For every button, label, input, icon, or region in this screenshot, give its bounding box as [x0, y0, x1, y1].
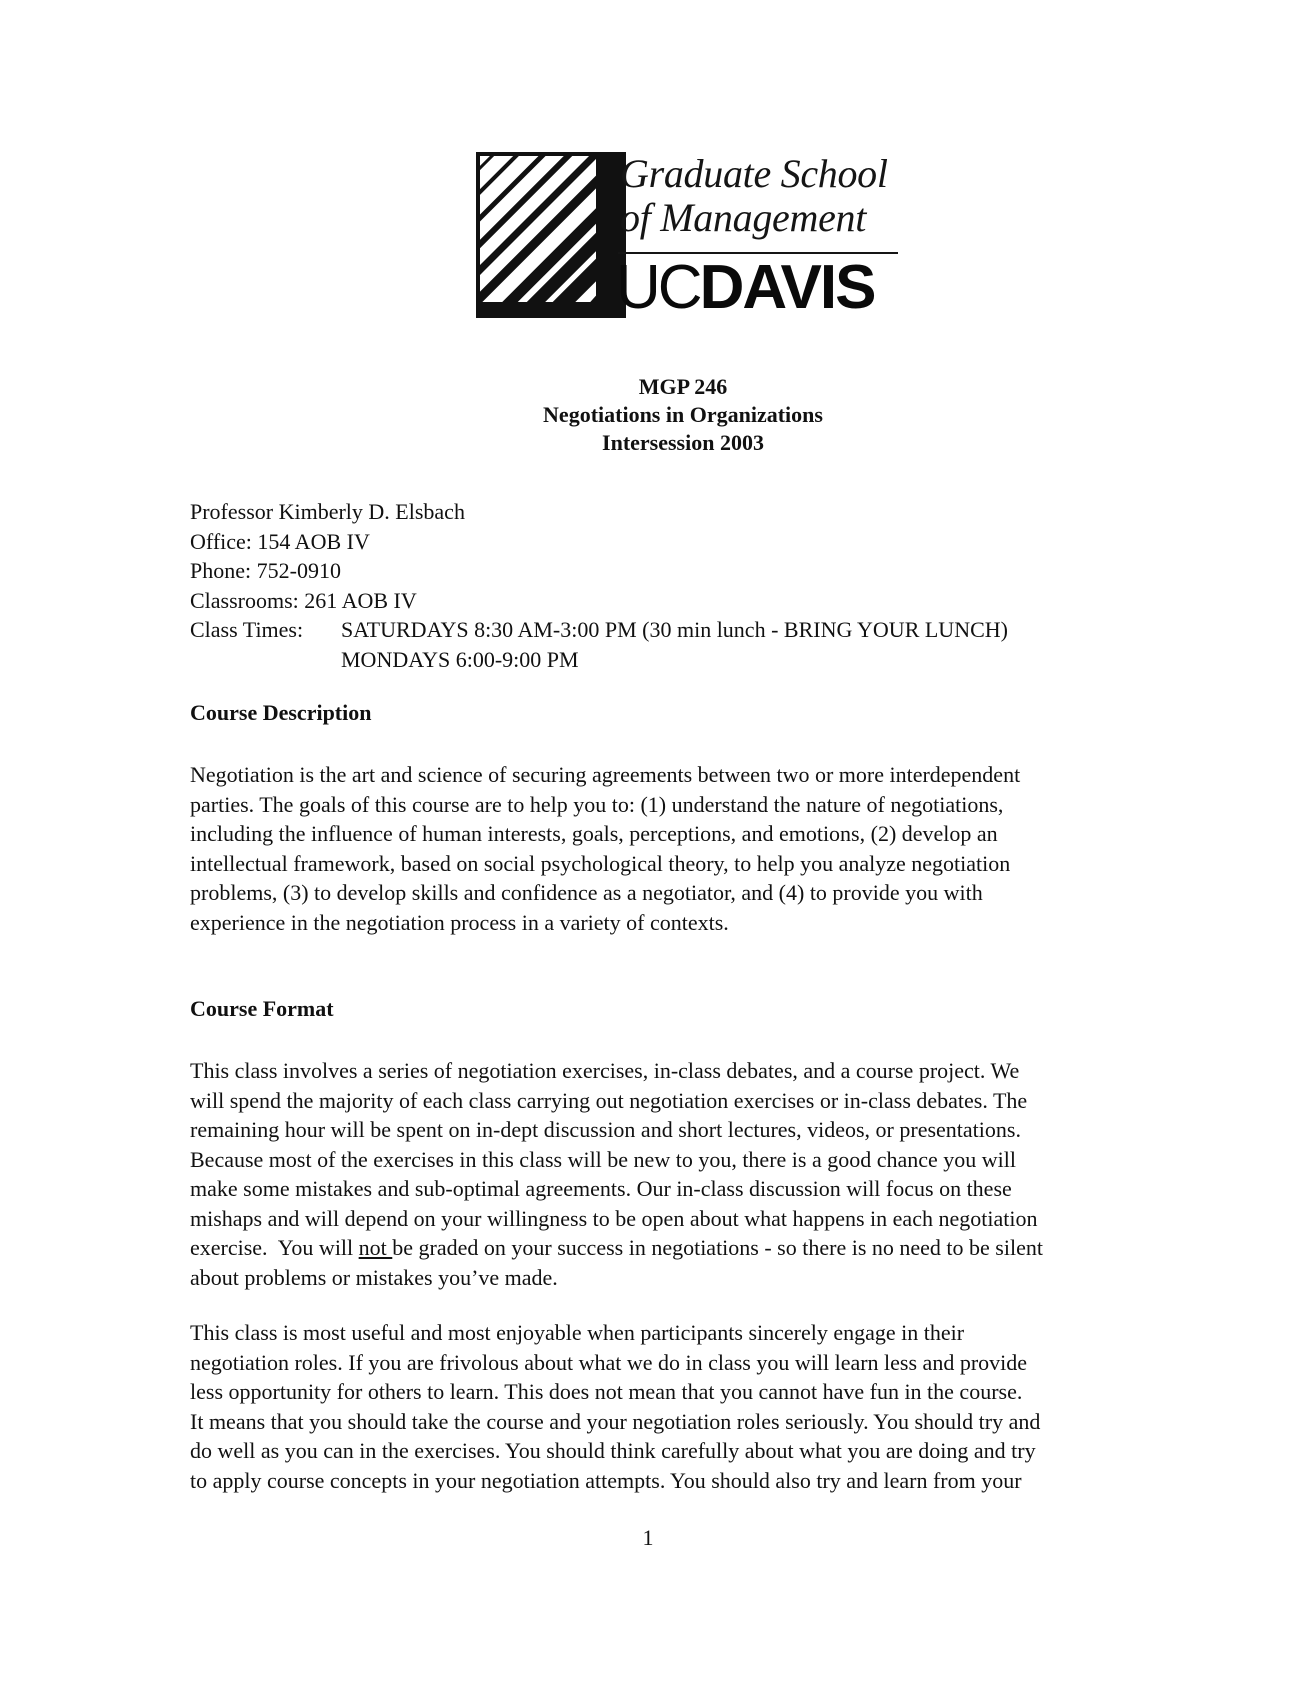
class-times-label: Class Times:: [190, 617, 304, 642]
paragraph-line: [190, 1233, 1043, 1263]
class-times-saturday: SATURDAYS 8:30 AM-3:00 PM (30 min lunch - BRING YOUR LUNCH): [341, 617, 1008, 642]
line-text: be graded on your success in negotiations - so there is no need to be silent: [392, 1235, 1043, 1260]
course-format-paragraph-1: [190, 1056, 1043, 1292]
class-times-monday: MONDAYS 6:00-9:00 PM: [341, 646, 579, 672]
paragraph-line: experience in the negotiation process in a variety of contexts.: [190, 909, 729, 935]
course-format-heading: Course Format: [190, 996, 334, 1021]
classroom-location: Classrooms: 261 AOB IV: [190, 587, 417, 613]
logo-text-uc: UC: [616, 253, 700, 322]
course-code: MGP 246: [638, 374, 728, 399]
paragraph-line: about problems or mistakes you’ve made.: [190, 1264, 558, 1290]
logo-text-davis: DAVIS: [699, 253, 875, 322]
paragraph-line: less opportunity for others to learn. This does not mean that you cannot have fun in the course.: [190, 1379, 1023, 1404]
paragraph-line: intellectual framework, based on social psychological theory, to help you analyze negotiation: [190, 850, 1011, 876]
paragraph-line: Negotiation is the art and science of securing agreements between two or more interdependent: [190, 762, 1021, 787]
course-term: Intersession 2003: [602, 430, 764, 455]
course-name: Negotiations in Organizations: [543, 402, 823, 427]
paragraph-line: This class is most useful and most enjoyable when participants sincerely engage in their: [190, 1320, 965, 1345]
class-times: [190, 615, 1008, 674]
underlined-not: not: [358, 1235, 393, 1260]
paragraph-line: This class involves a series of negotiation exercises, in-class debates, and a course project. We: [190, 1058, 1020, 1083]
paragraph-line: to apply course concepts in your negotiation attempts. You should also try and learn from your: [190, 1467, 1022, 1493]
paragraph-line: negotiation roles. If you are frivolous about what we do in class you will learn less and provide: [190, 1349, 1028, 1375]
paragraph-line: mishaps and will depend on your willingness to be open about what happens in each negotiation: [190, 1205, 1038, 1231]
line-text: exercise. You will: [190, 1235, 359, 1260]
paragraph-line: remaining hour will be spent on in-dept discussion and short lectures, videos, or presentations.: [190, 1117, 1021, 1142]
phone-number: Phone: 752-0910: [190, 558, 341, 583]
paragraph-line: problems, (3) to develop skills and confidence as a negotiator, and (4) to provide you with: [190, 880, 983, 905]
course-format-paragraph-2: [190, 1318, 1040, 1495]
course-title-block: [0, 373, 1306, 457]
paragraph-line: will spend the majority of each class carrying out negotiation exercises or in-class debates. The: [190, 1087, 1028, 1113]
logo-text-of-management: of Management: [620, 195, 867, 240]
page-number: 1: [642, 1525, 654, 1550]
paragraph-line: make some mistakes and sub-optimal agreements. Our in-class discussion will focus on these: [190, 1176, 1012, 1201]
professor-name: Professor Kimberly D. Elsbach: [190, 499, 465, 524]
course-description-paragraph: [190, 760, 1020, 937]
instructor-info: [190, 497, 1008, 674]
paragraph-line: including the influence of human interests, goals, perceptions, and emotions, (2) develop an: [190, 821, 998, 846]
logo-text-graduate-school: Graduate School: [620, 151, 888, 196]
course-description-heading: Course Description: [190, 700, 372, 725]
paragraph-line: Because most of the exercises in this class will be new to you, there is a good chance you will: [190, 1146, 1017, 1172]
office-location: Office: 154 AOB IV: [190, 528, 370, 554]
logo-text-ucdavis: [616, 253, 875, 322]
logo-striped-mark: [476, 152, 626, 318]
ucdavis-gsm-logo: [476, 152, 898, 320]
paragraph-line: do well as you can in the exercises. You should think carefully about what you are doing and try: [190, 1438, 1036, 1463]
paragraph-line: It means that you should take the course and your negotiation roles seriously. You should try and: [190, 1408, 1041, 1434]
paragraph-line: parties. The goals of this course are to help you to: (1) understand the nature of negotiations,: [190, 791, 1004, 817]
